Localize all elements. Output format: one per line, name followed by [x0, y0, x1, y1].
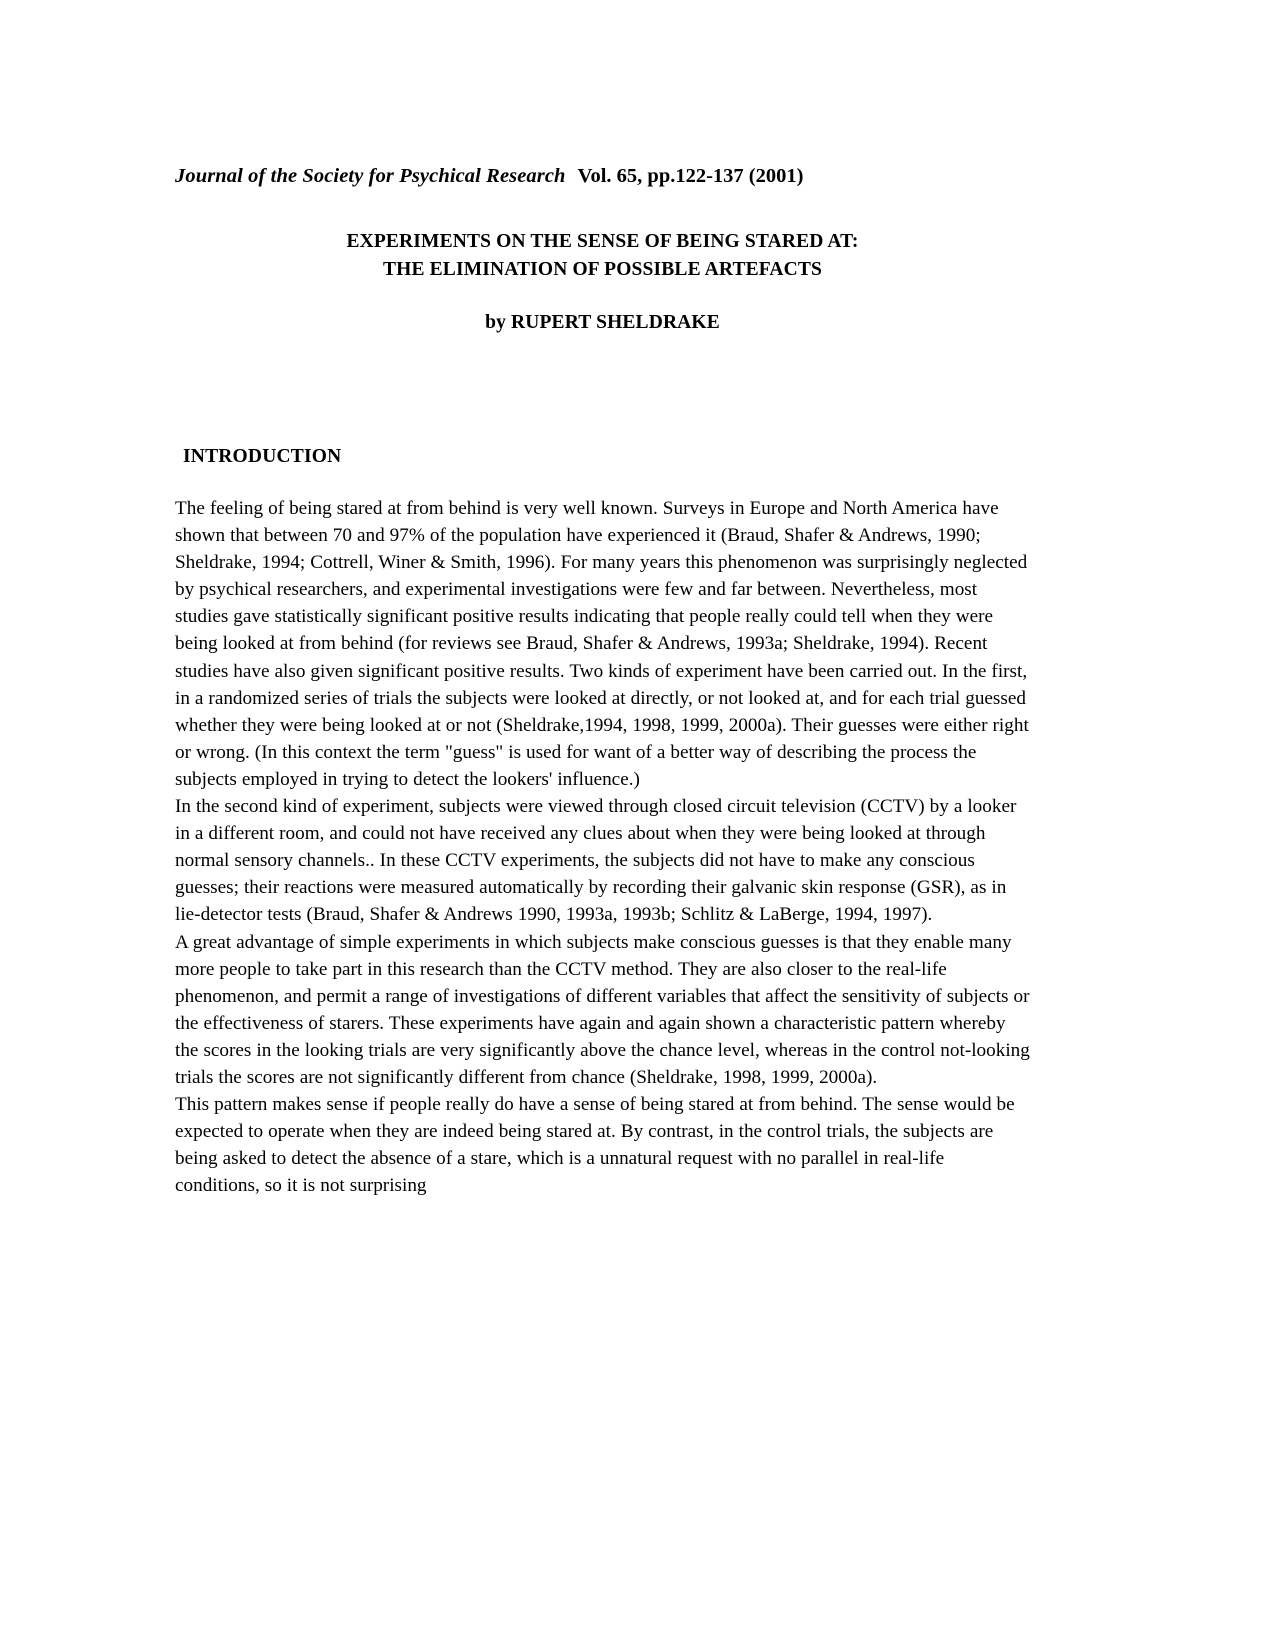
- journal-volume-info: Vol. 65, pp.122-137 (2001): [577, 165, 804, 187]
- section-heading-introduction: INTRODUCTION: [183, 446, 342, 467]
- body-paragraph: This pattern makes sense if people really do have a sense of being stared at from behind. The sense would be expected to operate when they are indeed being stared at. By contrast, in the control trials, the subjects are being asked to detect the absence of a stare, which is a unnatural request with no parallel in real-life conditions, so it is not surprising: [175, 1094, 1015, 1197]
- body-paragraph: In the second kind of experiment, subjects were viewed through closed circuit television (CCTV) by a looker in a different room, and could not have received any clues about when they were being looked at through normal sensory channels.. In these CCTV experiments, the subjects did not have to make any conscious guesses; their reactions were measured automatically by recording their galvanic skin response (GSR), as in lie-detector tests (Braud, Shafer & Andrews 1990, 1993a, 1993b; Schlitz & LaBerge, 1994, 1997).: [175, 796, 1017, 926]
- journal-masthead: [175, 163, 1035, 189]
- article-title-line-1: EXPERIMENTS ON THE SENSE OF BEING STARED AT:: [346, 231, 859, 252]
- body-paragraph: A great advantage of simple experiments in which subjects make conscious guesses is that they enable many more people to take part in this research than the CCTV method. They are also closer to the real-life phenomenon, and permit a range of investigations of different variables that affect the sensitivity of subjects or the effectiveness of starers. These experiments have again and again shown a characteristic pattern whereby the scores in the looking trials are very significantly above the chance level, whereas in the control not-looking trials the scores are not significantly different from chance (Sheldrake, 1998, 1999, 2000a).: [175, 931, 1030, 1088]
- article-title-line-2: THE ELIMINATION OF POSSIBLE ARTEFACTS: [382, 259, 822, 280]
- journal-name: Journal of the Society for Psychical Research: [175, 165, 566, 187]
- article-title: [175, 228, 1030, 284]
- author-byline: by RUPERT SHELDRAKE: [485, 312, 720, 333]
- body-paragraph: The feeling of being stared at from behind is very well known. Surveys in Europe and North America have shown that between 70 and 97% of the population have experienced it (Braud, Shafer & Andrews, 1990; Sheldrake, 1994; Cottrell, Winer & Smith, 1996). For many years this phenomenon was surprisingly neglected by psychical researchers, and experimental investigations were few and far between. Nevertheless, most studies gave statistically significant positive results indicating that people really could tell when they were being looked at from behind (for reviews see Braud, Shafer & Andrews, 1993a; Sheldrake, 1994). Recent studies have also given significant positive results. Two kinds of experiment have been carried out. In the first, in a randomized series of trials the subjects were looked at directly, or not looked at, and for each trial guessed whether they were being looked at or not (Sheldrake,1994, 1998, 1999, 2000a). Their guesses were either right or wrong. (In this context the term "guess" is used for want of a better way of describing the process the subjects employed in trying to detect the lookers' influence.): [175, 498, 1029, 790]
- article-body: [175, 495, 1031, 1199]
